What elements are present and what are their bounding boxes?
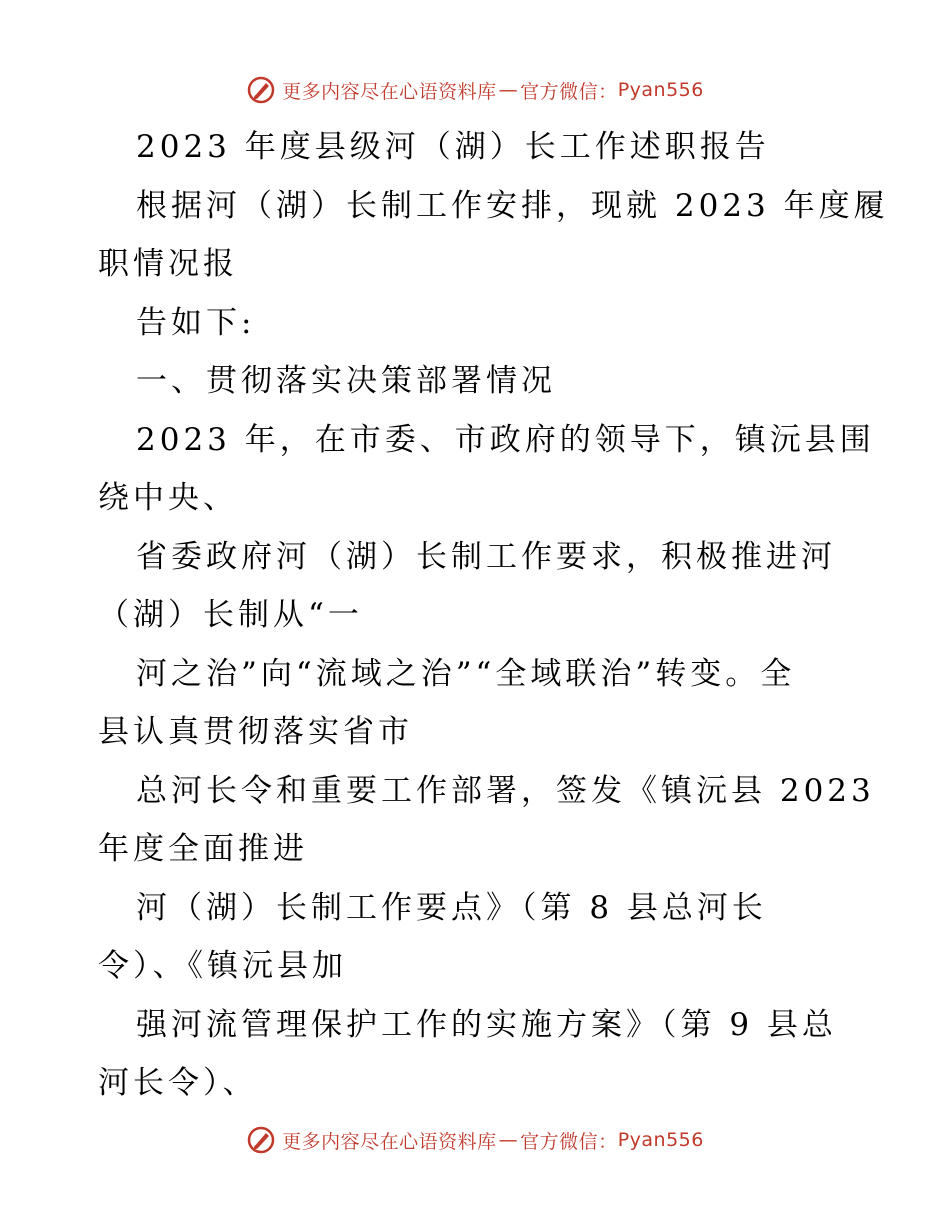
document-line: 河之治”向“流域之治”“全域联治”转变。全 — [136, 655, 796, 692]
document-line: 职情况报 — [98, 246, 238, 282]
document-line: 告如下: — [136, 304, 256, 341]
document-line: 令）、《镇沅县加 — [98, 948, 347, 984]
document-line: 总河长令和重要工作部署，签发《镇沅县 2023 — [136, 772, 875, 809]
document-line: 河（湖）长制工作要点》（第 8 县总河长 — [136, 889, 767, 926]
document-line: 年度全面推进 — [98, 831, 308, 867]
header-promo-text: 更多内容尽在心语资料库 — [282, 80, 497, 103]
document-line: 县认真贯彻落实省市 — [98, 714, 413, 750]
document-line: 2023 年度县级河（湖）长工作述职报告 — [136, 129, 770, 165]
document-line: 绕中央、 — [98, 480, 238, 516]
pen-logo-icon — [246, 1125, 276, 1155]
footer-dash: — — [498, 1129, 519, 1151]
header-banner — [0, 70, 950, 110]
footer-wechat-id: Pyan556 — [617, 1129, 704, 1151]
document-body — [98, 118, 889, 1113]
document-line: 一、贯彻落实决策部署情况 — [136, 363, 556, 399]
footer-promo-text: 更多内容尽在心语资料库 — [282, 1130, 497, 1153]
document-line: 强河流管理保护工作的实施方案》（第 9 县总 — [136, 1006, 837, 1043]
document-line: （湖）长制从“一 — [98, 597, 363, 633]
header-wechat-id: Pyan556 — [617, 79, 704, 101]
header-dash: — — [498, 79, 519, 101]
footer-wechat-label: 官方微信： — [520, 1130, 618, 1153]
document-line: 省委政府河（湖）长制工作要求，积极推进河 — [136, 538, 836, 575]
footer-banner — [0, 1120, 950, 1160]
document-line: 2023 年，在市委、市政府的领导下，镇沅县围 — [136, 421, 875, 458]
document-line: 河长令）、 — [98, 1065, 258, 1101]
header-wechat-label: 官方微信： — [520, 80, 618, 103]
pen-logo-icon — [246, 75, 276, 105]
document-line: 根据河（湖）长制工作安排，现就 2023 年度履 — [136, 187, 889, 224]
